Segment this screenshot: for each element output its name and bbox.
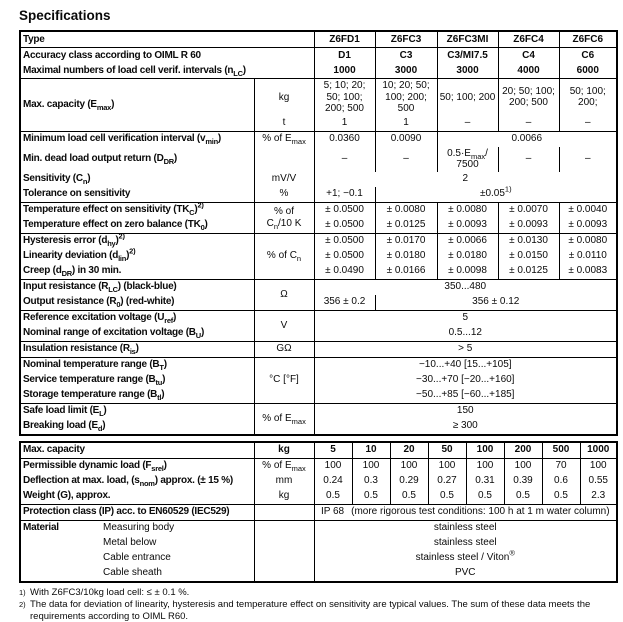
cap-value: 20: [390, 442, 428, 459]
creep-value: ± 0.0490: [314, 264, 375, 280]
accuracy-value: C3/MI7.5: [437, 48, 498, 64]
weight-value: 0.5: [390, 489, 428, 505]
dhy-value: ± 0.0170: [375, 233, 437, 249]
cap-value: 100: [466, 442, 504, 459]
ip-rating: IP 68: [321, 506, 344, 517]
bt-value: −10...+40 [15...+105]: [314, 357, 617, 373]
fsrel-unit: % of $E_{max}$: [254, 458, 314, 474]
row-safe-load: [20, 403, 617, 419]
footnote-1: [19, 587, 611, 599]
tk0-value: ± 0.0093: [437, 218, 498, 234]
row-insulation: [20, 341, 617, 357]
row-material-cable-entrance: [20, 551, 617, 566]
nlc-value: 1000: [314, 63, 375, 79]
snom-value: 0.24: [314, 474, 352, 489]
tolerance-value-merged: $\pm 0.05^{1)}$: [375, 187, 617, 203]
rlc-value: 350...480: [314, 279, 617, 295]
fsrel-value: 100: [466, 458, 504, 474]
tkc-value: ± 0.0500: [314, 202, 375, 218]
type-label: Type: [20, 31, 314, 48]
row-input-resistance: [20, 279, 617, 295]
row-storage-temp: [20, 388, 617, 404]
btu-label: Service temperature range $(B_{tu})$: [20, 373, 254, 388]
cn-percent-unit: % of $C_n$: [254, 233, 314, 279]
material-unit-empty: [254, 536, 314, 551]
weight-value: 0.5: [466, 489, 504, 505]
material-part: Cable sheath: [103, 567, 162, 579]
ip-value: [314, 504, 617, 520]
emax-kg-value: 50; 100; 200: [437, 79, 498, 116]
tolerance-value: +1; −0.1: [314, 187, 375, 203]
snom-value: 0.3: [352, 474, 390, 489]
ddr-value: –: [314, 147, 375, 172]
tk-unit: % of $C_n/10$ K: [254, 202, 314, 233]
nlc-value: 3000: [437, 63, 498, 79]
bu-value: 0.5...12: [314, 326, 617, 342]
dlin-value: ± 0.0180: [375, 249, 437, 264]
emax-percent-unit: % of $E_{max}$: [254, 403, 314, 435]
emax-t-value: –: [498, 116, 559, 132]
footnote-2-marker: 2): [19, 599, 30, 622]
tk0-value: ± 0.0125: [375, 218, 437, 234]
material-value: stainless steel: [314, 520, 617, 536]
ddr-unit-empty: [254, 147, 314, 172]
bt-label: Nominal temperature range $(B_T)$: [20, 357, 254, 373]
accuracy-label: Accuracy class according to OIML R 60: [20, 48, 314, 64]
weight-unit: kg: [254, 489, 314, 505]
snom-value: 0.6: [542, 474, 580, 489]
snom-value: 0.31: [466, 474, 504, 489]
accuracy-value: C6: [559, 48, 617, 64]
row-protection-class: [20, 504, 617, 520]
el-label: Safe load limit $(E_L)$: [20, 403, 254, 419]
footnote-2: [19, 599, 611, 622]
ddr-value: $0.5\cdot E_{max}/$ 7500: [437, 147, 498, 172]
weight-label: Weight (G), approx.: [20, 489, 254, 505]
type-col-z6fd1: Z6FD1: [314, 31, 375, 48]
nlc-value: 3000: [375, 63, 437, 79]
weight-value: 0.5: [314, 489, 352, 505]
snom-unit: mm: [254, 474, 314, 489]
cn-value: 2: [314, 172, 617, 187]
btl-label: Storage temperature range $(B_{tl})$: [20, 388, 254, 404]
tolerance-label: Tolerance on sensitivity: [20, 187, 254, 203]
material-unit-empty: [254, 520, 314, 536]
r0-value: 356 ± 0.2: [314, 295, 375, 311]
emax-kg-value: 20; 50; 100; 200; 500: [498, 79, 559, 116]
row-tkc: [20, 202, 617, 218]
row-type: [20, 31, 617, 48]
type-col-z6fc3mi: Z6FC3MI: [437, 31, 498, 48]
btu-value: −30...+70 [−20...+160]: [314, 373, 617, 388]
snom-value: 0.29: [390, 474, 428, 489]
tkc-value: ± 0.0080: [375, 202, 437, 218]
tolerance-unit: %: [254, 187, 314, 203]
vmin-unit: % of $E_{max}$: [254, 131, 314, 147]
ddr-label: Min. dead load output return $(D_{DR})$: [20, 147, 254, 172]
row-output-resistance: [20, 295, 617, 311]
row-material-body: [20, 520, 617, 536]
fsrel-label: Permissible dynamic load $(F_{srel})$: [20, 458, 254, 474]
ris-value: > 5: [314, 341, 617, 357]
fsrel-value: 100: [352, 458, 390, 474]
vmin-label: Minimum load cell verification interval $(v_{min})$: [20, 131, 254, 147]
row-verification-intervals: [20, 63, 617, 79]
emax-kg-value: 50; 100; 200;: [559, 79, 617, 116]
cap-value: 200: [504, 442, 542, 459]
creep-value: ± 0.0083: [559, 264, 617, 280]
row-excitation-range: [20, 326, 617, 342]
row-service-temp: [20, 373, 617, 388]
accuracy-value: C4: [498, 48, 559, 64]
weight-value: 0.5: [352, 489, 390, 505]
footnotes: [19, 587, 611, 622]
vmin-value: 0.0360: [314, 131, 375, 147]
fsrel-value: 70: [542, 458, 580, 474]
emax-unit-kg: kg: [254, 79, 314, 116]
tk0-value: ± 0.0093: [559, 218, 617, 234]
cap-value: 50: [428, 442, 466, 459]
vmin-value-merged: 0.0066: [437, 131, 617, 147]
material-unit-empty: [254, 551, 314, 566]
tkc-value: ± 0.0070: [498, 202, 559, 218]
emax-t-value: 1: [375, 116, 437, 132]
creep-label: Creep $(d_{DR})$ in 30 min.: [20, 264, 254, 280]
fsrel-value: 100: [504, 458, 542, 474]
ip-unit-empty: [254, 504, 314, 520]
tkc-label: Temperature effect on sensitivity $(TK_C)^{2)}$: [20, 202, 254, 218]
type-col-z6fc4: Z6FC4: [498, 31, 559, 48]
dhy-value: ± 0.0500: [314, 233, 375, 249]
ed-value: ≥ 300: [314, 419, 617, 435]
emax-kg-value: 10; 20; 50; 100; 200; 500: [375, 79, 437, 116]
dhy-label: Hysteresis error $(d_{hy})^{2)}$: [20, 233, 254, 249]
material-row-label: [20, 520, 254, 536]
row-max-capacity-kg: [20, 79, 617, 116]
tkc-value: ± 0.0040: [559, 202, 617, 218]
creep-value: ± 0.0166: [375, 264, 437, 280]
ip-test-conditions: (more rigorous test conditions: 100 h at 1 m water column): [351, 506, 609, 517]
weight-value: 2.3: [580, 489, 617, 505]
nlc-value: 6000: [559, 63, 617, 79]
snom-value: 0.27: [428, 474, 466, 489]
cap-value: 500: [542, 442, 580, 459]
material-value: stainless steel: [314, 536, 617, 551]
nlc-label: Maximal numbers of load cell verif. intervals $(n_{LC})$: [20, 63, 314, 79]
cap-value: 10: [352, 442, 390, 459]
ip-label: Protection class (IP) acc. to EN60529 (IEC529): [20, 504, 254, 520]
dhy-value: ± 0.0066: [437, 233, 498, 249]
dlin-value: ± 0.0180: [437, 249, 498, 264]
cap-unit: kg: [254, 442, 314, 459]
material-value: stainless steel / Viton®: [314, 551, 617, 566]
r0-label: Output resistance $(R_0)$ (red-white): [20, 295, 254, 311]
row-dynamic-load: [20, 458, 617, 474]
material-unit-empty: [254, 566, 314, 582]
bu-label: Nominal range of excitation voltage $(B_U)$: [20, 326, 254, 342]
emax-unit-t: t: [254, 116, 314, 132]
row-deflection: [20, 474, 617, 489]
material-part: Cable entrance: [103, 552, 171, 564]
row-weight: [20, 489, 617, 505]
rlc-label: Input resistance $(R_{LC})$ (black-blue): [20, 279, 254, 295]
dhy-value: ± 0.0080: [559, 233, 617, 249]
tk0-value: ± 0.0093: [498, 218, 559, 234]
type-col-z6fc6: Z6FC6: [559, 31, 617, 48]
row-nominal-temp: [20, 357, 617, 373]
dlin-value: ± 0.0500: [314, 249, 375, 264]
weight-value: 0.5: [504, 489, 542, 505]
material-value: PVC: [314, 566, 617, 582]
row-vmin: [20, 131, 617, 147]
emax-t-value: 1: [314, 116, 375, 132]
tk0-label: Temperature effect on zero balance $(TK_0)$: [20, 218, 254, 234]
page-title: Specifications: [19, 8, 616, 23]
row-reference-voltage: [20, 310, 617, 326]
row-tolerance: [20, 187, 617, 203]
uref-value: 5: [314, 310, 617, 326]
snom-value: 0.39: [504, 474, 542, 489]
accuracy-value: C3: [375, 48, 437, 64]
footnote-2-text: The data for deviation of linearity, hysteresis and temperature effect on sensitivity are typical values. The sum of these data meets the requirements according to OIML R60.: [30, 599, 611, 622]
creep-value: ± 0.0098: [437, 264, 498, 280]
fsrel-value: 100: [314, 458, 352, 474]
ddr-value: –: [375, 147, 437, 172]
ris-label: Insulation resistance $(R_{is})$: [20, 341, 254, 357]
material-label: Material: [23, 522, 103, 534]
emax-label: Max. capacity $(E_{max})$: [20, 79, 254, 132]
dlin-value: ± 0.0110: [559, 249, 617, 264]
fsrel-value: 100: [390, 458, 428, 474]
row-dead-load-output: [20, 147, 617, 172]
footnote-1-text: With Z6FC3/10kg load cell: ≤ ± 0.1 %.: [30, 587, 189, 599]
vmin-value: 0.0090: [375, 131, 437, 147]
ris-unit: GΩ: [254, 341, 314, 357]
cap-value: 1000: [580, 442, 617, 459]
ed-label: Breaking load $(E_d)$: [20, 419, 254, 435]
row-accuracy-class: [20, 48, 617, 64]
cn-label: Sensitivity $(C_n)$: [20, 172, 254, 187]
snom-value: 0.55: [580, 474, 617, 489]
r0-value-merged: 356 ± 0.12: [375, 295, 617, 311]
footnote-1-marker: 1): [19, 587, 30, 599]
fsrel-value: 100: [580, 458, 617, 474]
tk0-value: ± 0.0500: [314, 218, 375, 234]
row-capacity-header: [20, 442, 617, 459]
creep-value: ± 0.0125: [498, 264, 559, 280]
temp-unit: °C [°F]: [254, 357, 314, 403]
row-breaking-load: [20, 419, 617, 435]
emax-t-value: –: [437, 116, 498, 132]
row-linearity: [20, 249, 617, 264]
cap-label: Max. capacity: [20, 442, 254, 459]
cn-unit: mV/V: [254, 172, 314, 187]
material-part: Metal below: [103, 537, 156, 549]
material-row-label: [20, 566, 254, 582]
weight-value: 0.5: [428, 489, 466, 505]
row-hysteresis: [20, 233, 617, 249]
nlc-value: 4000: [498, 63, 559, 79]
material-row-label: [20, 536, 254, 551]
material-row-label: [20, 551, 254, 566]
cap-value: 5: [314, 442, 352, 459]
type-col-z6fc3: Z6FC3: [375, 31, 437, 48]
dhy-value: ± 0.0130: [498, 233, 559, 249]
snom-label: Deflection at max. load, $(s_{nom})$ approx. (± 15 %): [20, 474, 254, 489]
ddr-value: –: [559, 147, 617, 172]
dlin-label: Linearity deviation $(d_{lin})^{2)}$: [20, 249, 254, 264]
row-tk0: [20, 218, 617, 234]
spec-table-main: [19, 30, 618, 436]
tkc-value: ± 0.0080: [437, 202, 498, 218]
fsrel-value: 100: [428, 458, 466, 474]
accuracy-value: D1: [314, 48, 375, 64]
material-part: Measuring body: [103, 522, 174, 534]
uref-label: Reference excitation voltage $(U_{ref})$: [20, 310, 254, 326]
emax-t-value: –: [559, 116, 617, 132]
weight-value: 0.5: [542, 489, 580, 505]
spec-table-capacity: [19, 441, 618, 583]
ohm-unit: Ω: [254, 279, 314, 310]
btl-value: −50...+85 [−60...+185]: [314, 388, 617, 404]
row-material-metal: [20, 536, 617, 551]
row-creep: [20, 264, 617, 280]
el-value: 150: [314, 403, 617, 419]
row-material-cable-sheath: [20, 566, 617, 582]
volt-unit: V: [254, 310, 314, 341]
emax-kg-value: 5; 10; 20; 50; 100; 200; 500: [314, 79, 375, 116]
row-sensitivity: [20, 172, 617, 187]
dlin-value: ± 0.0150: [498, 249, 559, 264]
ddr-value: –: [498, 147, 559, 172]
